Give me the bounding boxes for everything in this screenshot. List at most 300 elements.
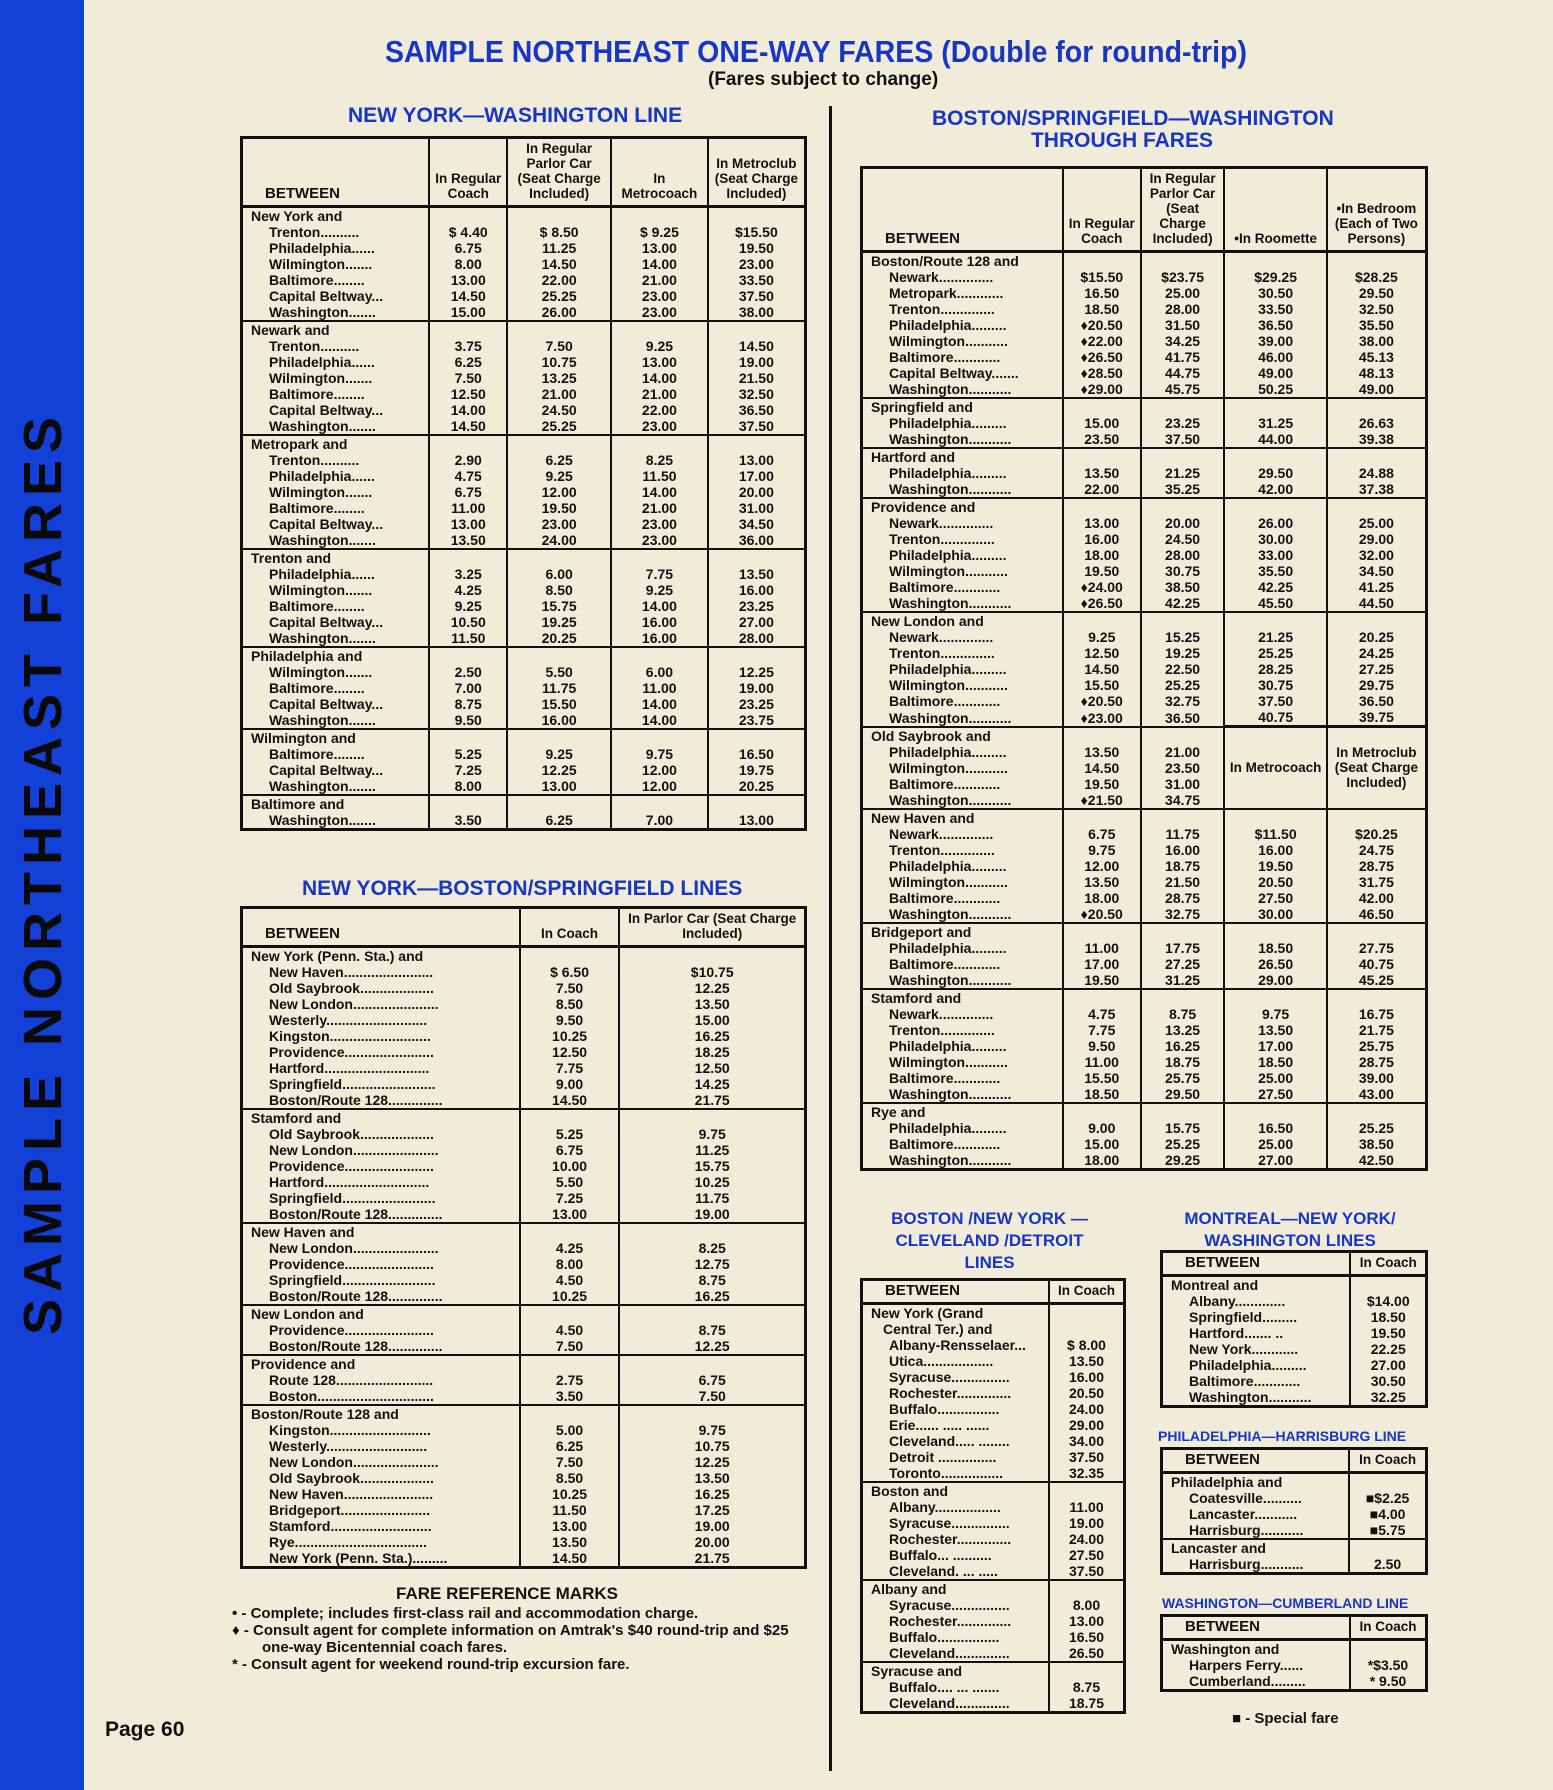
ny-boston-table xyxy=(240,906,807,1569)
fare-cell: 3.75 xyxy=(429,338,507,354)
fare-cell: 9.50 xyxy=(1063,1038,1141,1054)
fare-cell: 32.50 xyxy=(1327,301,1427,317)
fare-cell xyxy=(1224,809,1326,826)
group-row xyxy=(862,1304,1125,1322)
fare-cell: 35.25 xyxy=(1141,481,1225,498)
destination: Westerly.......................... xyxy=(269,1438,428,1454)
fare-cell: 11.50 xyxy=(429,630,507,647)
table-row xyxy=(1162,1309,1427,1325)
fare-cell: 27.50 xyxy=(1049,1547,1125,1563)
table-row xyxy=(242,582,806,598)
fare-cell: 18.00 xyxy=(1063,890,1141,906)
fare-cell: 16.50 xyxy=(1063,285,1141,301)
destination: Washington....... xyxy=(269,418,376,434)
fare-cell: 16.00 xyxy=(1141,842,1225,858)
group-name: Hartford and xyxy=(862,448,1063,465)
group-name: Boston and xyxy=(862,1482,1049,1499)
header-row xyxy=(242,908,806,947)
fare-cell: 22.00 xyxy=(507,272,611,288)
destination: Philadelphia......... xyxy=(889,317,1007,333)
fare-cell: 16.25 xyxy=(1141,1038,1225,1054)
destination: Hartford........................... xyxy=(269,1174,430,1190)
table-row xyxy=(242,1044,806,1060)
table-row xyxy=(242,1076,806,1092)
destination: Old Saybrook................... xyxy=(269,1470,434,1486)
fare-cell: 7.75 xyxy=(520,1060,620,1076)
fare-cell: 13.00 xyxy=(611,354,708,370)
fare-cell: 46.50 xyxy=(1327,906,1427,923)
fare-cell: 19.75 xyxy=(708,762,806,778)
fare-cell: 13.00 xyxy=(429,272,507,288)
destination: New London...................... xyxy=(269,1454,439,1470)
group-name: Springfield and xyxy=(862,398,1063,415)
table-row xyxy=(242,980,806,996)
fare-cell: 21.50 xyxy=(1141,874,1225,890)
fare-cell: 13.50 xyxy=(1063,744,1141,760)
fare-cell: 23.50 xyxy=(1141,760,1225,776)
destination: Philadelphia......... xyxy=(889,857,1007,874)
header-row xyxy=(862,1280,1125,1304)
table-row xyxy=(242,1338,806,1355)
fare-cell xyxy=(708,435,806,452)
fare-cell: 8.75 xyxy=(429,696,507,712)
fare-cell: 23.50 xyxy=(1063,431,1141,448)
destination: Baltimore............ xyxy=(889,1069,1001,1086)
table-row xyxy=(242,1012,806,1028)
group-name: Rye and xyxy=(862,1103,1063,1120)
fare-cell: 16.50 xyxy=(1224,1120,1326,1136)
fare-cell xyxy=(429,729,507,746)
fare-cell: 16.00 xyxy=(1063,531,1141,547)
montreal-title-line: WASHINGTON LINES xyxy=(1204,1231,1376,1250)
destination: Syracuse............... xyxy=(889,1515,1010,1531)
fare-cell: 26.00 xyxy=(1224,515,1326,531)
destination: Philadelphia......... xyxy=(1189,1357,1307,1373)
fare-cell: 21.00 xyxy=(1141,744,1225,760)
destination: Washington........... xyxy=(889,971,1012,988)
fare-cell: 42.00 xyxy=(1327,890,1427,906)
destination: Newark.............. xyxy=(889,825,994,842)
fare-cell: 18.00 xyxy=(1063,547,1141,563)
table-row xyxy=(862,1369,1125,1385)
destination: Metropark............ xyxy=(889,285,1004,301)
table-row xyxy=(242,1502,806,1518)
table-row xyxy=(862,515,1427,531)
fare-cell: 4.50 xyxy=(520,1322,620,1338)
table-row xyxy=(862,349,1427,365)
fare-cell: 27.50 xyxy=(1224,1086,1326,1103)
fare-cell: 12.50 xyxy=(429,386,507,402)
table-row xyxy=(242,1322,806,1338)
fare-cell: 11.00 xyxy=(1049,1499,1125,1515)
destination: Baltimore........ xyxy=(269,500,365,516)
cleveland-title-line: BOSTON /NEW YORK — xyxy=(891,1209,1088,1228)
fare-cell: 7.50 xyxy=(520,1454,620,1470)
montreal-title xyxy=(1150,1208,1430,1252)
fare-cell xyxy=(1224,398,1326,415)
fare-cell: ♦20.50 xyxy=(1063,317,1141,333)
table-row xyxy=(862,1547,1125,1563)
table-row xyxy=(242,304,806,321)
fare-cell: 25.25 xyxy=(1327,1120,1427,1136)
fare-cell: 13.00 xyxy=(520,1518,620,1534)
fare-cell: 14.50 xyxy=(1063,661,1141,677)
fare-cell: 38.50 xyxy=(1327,1136,1427,1152)
table-row xyxy=(242,1206,806,1223)
fare-cell: 36.50 xyxy=(708,402,806,418)
group-name: Albany and xyxy=(862,1580,1049,1597)
fare-cell: 17.25 xyxy=(619,1502,805,1518)
column-header: •In Bedroom (Each of Two Persons) xyxy=(1327,168,1427,252)
destination: Trenton.............. xyxy=(889,531,995,547)
table-row xyxy=(242,1288,806,1305)
table-row xyxy=(862,874,1427,890)
fare-cell: 25.25 xyxy=(1141,1136,1225,1152)
table-row xyxy=(862,1385,1125,1401)
destination: Trenton.......... xyxy=(269,224,360,240)
group-row xyxy=(862,252,1427,270)
fare-cell: 20.50 xyxy=(1224,874,1326,890)
table-row xyxy=(862,563,1427,579)
fare-cell: 9.25 xyxy=(507,468,611,484)
table-row xyxy=(242,1272,806,1288)
column-header: In Coach xyxy=(1350,1616,1427,1640)
fare-cell xyxy=(429,435,507,452)
fare-cell: 9.50 xyxy=(520,1012,620,1028)
destination: Utica.................. xyxy=(889,1353,994,1369)
table-row xyxy=(862,579,1427,595)
fare-cell: 18.75 xyxy=(1141,858,1225,874)
fare-cell: 18.00 xyxy=(1063,1152,1141,1170)
fare-cell: 25.25 xyxy=(1141,677,1225,693)
group-name: Trenton and xyxy=(242,549,430,566)
fare-cell: 8.75 xyxy=(619,1322,805,1338)
fare-cell: 7.50 xyxy=(619,1388,805,1405)
destination: Philadelphia...... xyxy=(269,354,375,370)
group-name: Philadelphia and xyxy=(1162,1473,1350,1491)
destination: Wilmington....... xyxy=(269,256,373,272)
fare-cell: 7.25 xyxy=(429,762,507,778)
fare-cell: 5.25 xyxy=(429,746,507,762)
column-header: •In Roomette xyxy=(1224,168,1326,252)
fare-cell: $ 8.00 xyxy=(1049,1337,1125,1353)
fare-cell: 5.25 xyxy=(520,1126,620,1142)
fare-cell: 43.00 xyxy=(1327,1086,1427,1103)
sidebar-band xyxy=(0,0,84,1790)
table-row xyxy=(1162,1522,1427,1539)
fare-cell: 20.25 xyxy=(1327,629,1427,645)
group-name: New London and xyxy=(242,1305,520,1322)
fare-cell: 11.50 xyxy=(611,468,708,484)
fare-cell: 8.00 xyxy=(520,1256,620,1272)
fare-cell: 29.00 xyxy=(1049,1417,1125,1433)
fare-cell: 12.00 xyxy=(507,484,611,500)
group-row xyxy=(862,989,1427,1006)
fare-cell xyxy=(520,1305,620,1322)
destination: Washington........... xyxy=(889,709,1012,726)
fare-cell: 8.75 xyxy=(1141,1006,1225,1022)
table-row xyxy=(1162,1373,1427,1389)
fare-cell: 5.50 xyxy=(507,664,611,680)
group-name: Syracuse and xyxy=(862,1662,1049,1679)
table-row xyxy=(242,712,806,729)
fare-cell: 49.00 xyxy=(1224,365,1326,381)
destination: Baltimore........ xyxy=(269,746,365,762)
fare-cell xyxy=(507,321,611,338)
fare-cell: 2.50 xyxy=(429,664,507,680)
table-row xyxy=(862,1337,1125,1353)
fare-cell: 32.25 xyxy=(1350,1389,1426,1407)
group-row xyxy=(242,435,806,452)
fare-cell: 13.50 xyxy=(708,566,806,582)
table-row xyxy=(862,431,1427,448)
fare-cell xyxy=(708,321,806,338)
fare-cell: 12.25 xyxy=(619,1338,805,1355)
destination: Washington....... xyxy=(269,532,376,548)
fare-cell xyxy=(1063,989,1141,1006)
destination: Buffalo.... ... ....... xyxy=(889,1679,1000,1695)
fare-cell: 15.75 xyxy=(507,598,611,614)
fare-cell: 38.50 xyxy=(1141,579,1225,595)
table-row xyxy=(862,1006,1427,1022)
destination: Baltimore........ xyxy=(269,680,365,696)
boston-wash-table xyxy=(860,166,1428,1171)
fare-cell: 8.25 xyxy=(619,1240,805,1256)
group-name: New Haven and xyxy=(242,1223,520,1240)
fare-cell: 42.50 xyxy=(1327,1152,1427,1170)
fare-cell: 28.75 xyxy=(1327,858,1427,874)
fare-cell: 15.75 xyxy=(1141,1120,1225,1136)
fare-cell: 9.75 xyxy=(619,1422,805,1438)
fare-cell: ♦24.00 xyxy=(1063,579,1141,595)
fare-cell: 18.75 xyxy=(1049,1695,1125,1713)
fare-cell: 13.00 xyxy=(708,452,806,468)
fare-cell: 21.00 xyxy=(507,386,611,402)
table-row xyxy=(242,566,806,582)
fare-cell: 18.50 xyxy=(1063,1086,1141,1103)
group-name: New Haven and xyxy=(862,809,1063,826)
destination: Capital Beltway... xyxy=(269,402,384,418)
fare-cell: $ 6.50 xyxy=(520,964,620,980)
fare-cell: 18.50 xyxy=(1224,1054,1326,1070)
destination: Washington........... xyxy=(889,481,1012,497)
fare-cell xyxy=(619,1355,805,1372)
destination: New London...................... xyxy=(269,1240,439,1256)
destination: Stamford.......................... xyxy=(269,1518,432,1534)
fare-cell: 29.50 xyxy=(1224,465,1326,481)
fare-cell: $23.75 xyxy=(1141,269,1225,285)
fare-cell: 21.75 xyxy=(619,1550,805,1568)
fare-cell: 9.75 xyxy=(1224,1006,1326,1022)
fare-cell xyxy=(611,795,708,812)
destination: Lancaster........... xyxy=(1189,1506,1298,1522)
boston-wash-title xyxy=(932,107,1334,152)
table-row xyxy=(862,1515,1125,1531)
fare-cell: 7.50 xyxy=(429,370,507,386)
fare-cell: *$3.50 xyxy=(1350,1657,1427,1673)
destination: Boston/Route 128.............. xyxy=(269,1338,443,1354)
destination: Baltimore............ xyxy=(889,889,1001,906)
table-row xyxy=(242,778,806,795)
fare-cell: 28.75 xyxy=(1141,890,1225,906)
fare-cell: 24.00 xyxy=(507,532,611,549)
destination: Baltimore............ xyxy=(889,349,1001,365)
fare-cell: 4.50 xyxy=(520,1272,620,1288)
fare-cell: ♦20.50 xyxy=(1063,906,1141,923)
fare-cell: $14.00 xyxy=(1350,1293,1426,1309)
fare-cell xyxy=(507,795,611,812)
group-name: Montreal and xyxy=(1162,1276,1351,1294)
fare-cell: 12.25 xyxy=(507,762,611,778)
fare-cell xyxy=(1049,1304,1125,1322)
fare-cell: 14.00 xyxy=(611,256,708,272)
destination: Buffalo................ xyxy=(889,1401,1000,1417)
fare-cell xyxy=(1224,252,1326,270)
table-row xyxy=(862,1136,1427,1152)
fare-cell xyxy=(1141,448,1225,465)
fare-cell: $11.50 xyxy=(1224,826,1326,842)
fare-cell: 8.75 xyxy=(619,1272,805,1288)
fare-cell: 27.75 xyxy=(1327,940,1427,956)
table-row xyxy=(862,1417,1125,1433)
table-row xyxy=(242,370,806,386)
fare-cell: ♦22.00 xyxy=(1063,333,1141,349)
column-header: In Coach xyxy=(1049,1280,1125,1304)
fare-cell: 30.75 xyxy=(1141,563,1225,579)
fare-cell: 26.63 xyxy=(1327,415,1427,431)
table-row xyxy=(862,333,1427,349)
fare-cell: 9.50 xyxy=(429,712,507,729)
fare-cell: 12.25 xyxy=(619,980,805,996)
fare-cell: $10.75 xyxy=(619,964,805,980)
destination: Wilmington........... xyxy=(889,1053,1008,1070)
destination: Harrisburg........... xyxy=(1189,1522,1304,1538)
group-name: New York (Penn. Sta.) and xyxy=(242,947,520,965)
table-row xyxy=(862,629,1427,645)
fare-cell: 41.25 xyxy=(1327,579,1427,595)
fare-cell: 6.25 xyxy=(507,452,611,468)
column-header: In Coach xyxy=(1349,1449,1426,1473)
fare-cell: 2.50 xyxy=(1349,1556,1426,1574)
fare-cell xyxy=(1349,1473,1426,1491)
fare-cell: 31.25 xyxy=(1224,415,1326,431)
fare-cell: 28.00 xyxy=(1141,301,1225,317)
destination: Wilmington........... xyxy=(889,759,1008,776)
fare-cell: 36.00 xyxy=(708,532,806,549)
table-row xyxy=(862,1465,1125,1482)
montreal-table xyxy=(1160,1250,1428,1408)
fare-cell: 29.50 xyxy=(1141,1086,1225,1103)
fare-cell: 17.00 xyxy=(1063,956,1141,972)
destination: Toronto................ xyxy=(889,1465,1004,1481)
fare-cell xyxy=(708,647,806,664)
group-name: Washington and xyxy=(1162,1640,1350,1658)
fare-cell: 19.25 xyxy=(1141,645,1225,661)
fare-cell: 12.00 xyxy=(611,778,708,795)
montreal-title-line: MONTREAL—NEW YORK/ xyxy=(1184,1209,1396,1228)
fare-cell: 9.25 xyxy=(507,746,611,762)
group-row xyxy=(862,1580,1125,1597)
header-row xyxy=(1162,1252,1427,1276)
fare-cell: 23.75 xyxy=(708,712,806,729)
destination: Newark.............. xyxy=(889,629,994,645)
destination: New Haven....................... xyxy=(269,964,434,980)
fare-cell: ♦26.50 xyxy=(1063,349,1141,365)
destination: Baltimore............ xyxy=(889,1135,1001,1152)
group-name: Newark and xyxy=(242,321,430,338)
fare-cell: 31.00 xyxy=(708,500,806,516)
table-row xyxy=(862,826,1427,842)
destination: Syracuse............... xyxy=(889,1597,1010,1613)
fare-cell: 9.75 xyxy=(619,1126,805,1142)
group-name: Stamford and xyxy=(862,989,1063,1006)
fare-cell: 28.25 xyxy=(1224,661,1326,677)
fare-cell: 32.00 xyxy=(1327,547,1427,563)
fare-cell xyxy=(1224,498,1326,515)
fare-ref-line: * - Consult agent for weekend round-trip excursion fare. xyxy=(232,1656,630,1673)
fare-cell: 25.25 xyxy=(507,288,611,304)
fare-cell: 14.50 xyxy=(429,288,507,304)
fare-cell xyxy=(708,549,806,566)
fare-cell xyxy=(611,549,708,566)
fare-cell: 37.50 xyxy=(1049,1563,1125,1580)
fare-cell: 18.25 xyxy=(619,1044,805,1060)
fare-cell xyxy=(1141,809,1225,826)
table-row xyxy=(862,645,1427,661)
fare-cell: 24.25 xyxy=(1327,645,1427,661)
fare-cell xyxy=(619,947,805,965)
fare-cell: 24.88 xyxy=(1327,465,1427,481)
table-row xyxy=(242,418,806,435)
group-row xyxy=(242,1405,806,1422)
table-row xyxy=(242,1190,806,1206)
fare-cell xyxy=(1049,1662,1125,1679)
fare-cell: 7.50 xyxy=(520,1338,620,1355)
fare-cell: 18.75 xyxy=(1141,1054,1225,1070)
fare-cell: 14.50 xyxy=(429,418,507,435)
fare-cell: 19.50 xyxy=(1063,972,1141,989)
fare-cell: 21.25 xyxy=(1141,465,1225,481)
table-row xyxy=(862,1613,1125,1629)
destination: Newark.............. xyxy=(889,1005,994,1022)
group-row xyxy=(862,1482,1125,1499)
destination: Erie...... ..... ...... xyxy=(889,1417,990,1433)
cleveland-title-line: LINES xyxy=(964,1253,1015,1272)
fare-cell: 10.25 xyxy=(520,1288,620,1305)
table-row xyxy=(242,746,806,762)
group-row xyxy=(242,947,806,965)
destination: Springfield........................ xyxy=(269,1272,436,1288)
fare-cell: 25.00 xyxy=(1327,515,1427,531)
table-row xyxy=(1162,1490,1427,1506)
group-name: Providence and xyxy=(862,498,1063,515)
column-header-between: BETWEEN xyxy=(1162,1252,1351,1276)
fare-cell xyxy=(1224,448,1326,465)
fare-cell: 13.25 xyxy=(507,370,611,386)
fare-cell: 19.25 xyxy=(507,614,611,630)
fare-cell: 32.75 xyxy=(1141,693,1225,709)
fare-cell: 19.50 xyxy=(1224,858,1326,874)
fare-cell: 10.75 xyxy=(619,1438,805,1454)
fare-cell: 30.00 xyxy=(1224,531,1326,547)
fare-cell xyxy=(1063,398,1141,415)
fare-cell: ♦26.50 xyxy=(1063,595,1141,612)
column-header-between: BETWEEN xyxy=(242,138,430,207)
destination: Providence....................... xyxy=(269,1322,434,1338)
fare-cell: ♦28.50 xyxy=(1063,365,1141,381)
special-fare-note: ■ - Special fare xyxy=(1232,1710,1339,1727)
fare-cell: 45.50 xyxy=(1224,595,1326,612)
